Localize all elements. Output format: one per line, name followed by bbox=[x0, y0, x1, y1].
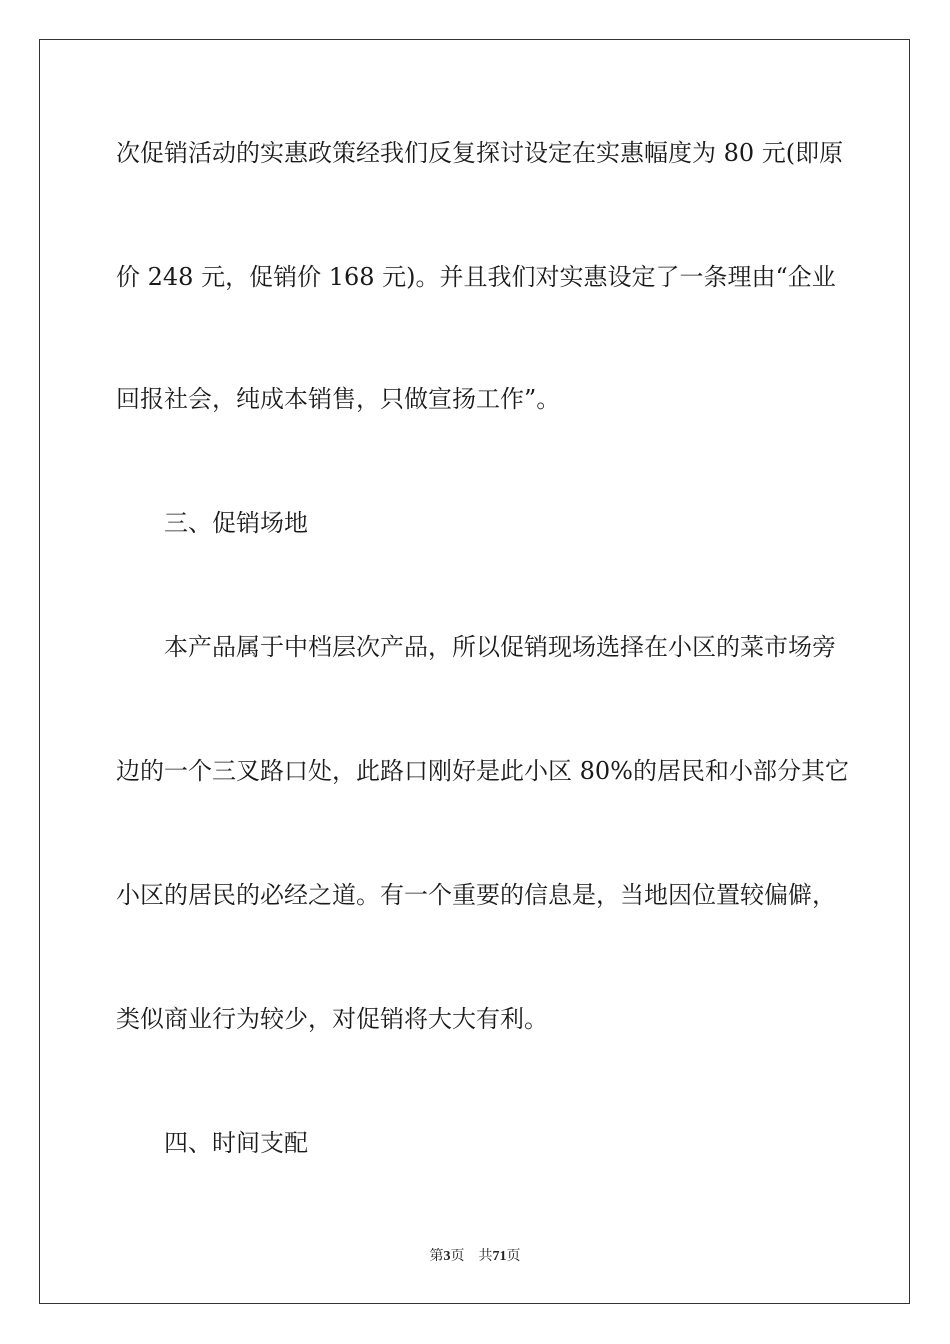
page-footer bbox=[0, 1248, 950, 1266]
total-prefix: 共 bbox=[478, 1249, 493, 1264]
paragraph-line-6: 边的一个三叉路口处，此路口刚好是此小区 80%的居民和小部分其它 bbox=[116, 757, 849, 785]
section-heading-venue: 三、促销场地 bbox=[164, 509, 308, 537]
page-suffix: 页 bbox=[450, 1249, 465, 1264]
paragraph-line-7: 小区的居民的必经之道。有一个重要的信息是，当地因位置较偏僻， bbox=[116, 881, 836, 909]
page-border bbox=[39, 39, 910, 1304]
section-heading-schedule: 四、时间支配 bbox=[164, 1129, 308, 1157]
page-prefix: 第 bbox=[429, 1249, 444, 1264]
page-number: 3 bbox=[443, 1249, 451, 1264]
paragraph-line-1: 次促销活动的实惠政策经我们反复探讨设定在实惠幅度为 80 元(即原 bbox=[116, 139, 844, 167]
paragraph-line-2: 价 248 元，促销价 168 元)。并且我们对实惠设定了一条理由“企业 bbox=[116, 263, 836, 291]
total-suffix: 页 bbox=[506, 1249, 521, 1264]
paragraph-line-3: 回报社会，纯成本销售，只做宣扬工作”。 bbox=[116, 385, 561, 413]
paragraph-line-5: 本产品属于中档层次产品，所以促销现场选择在小区的菜市场旁 bbox=[164, 633, 836, 661]
total-pages: 71 bbox=[492, 1249, 507, 1264]
paragraph-line-8: 类似商业行为较少，对促销将大大有利。 bbox=[116, 1005, 548, 1033]
